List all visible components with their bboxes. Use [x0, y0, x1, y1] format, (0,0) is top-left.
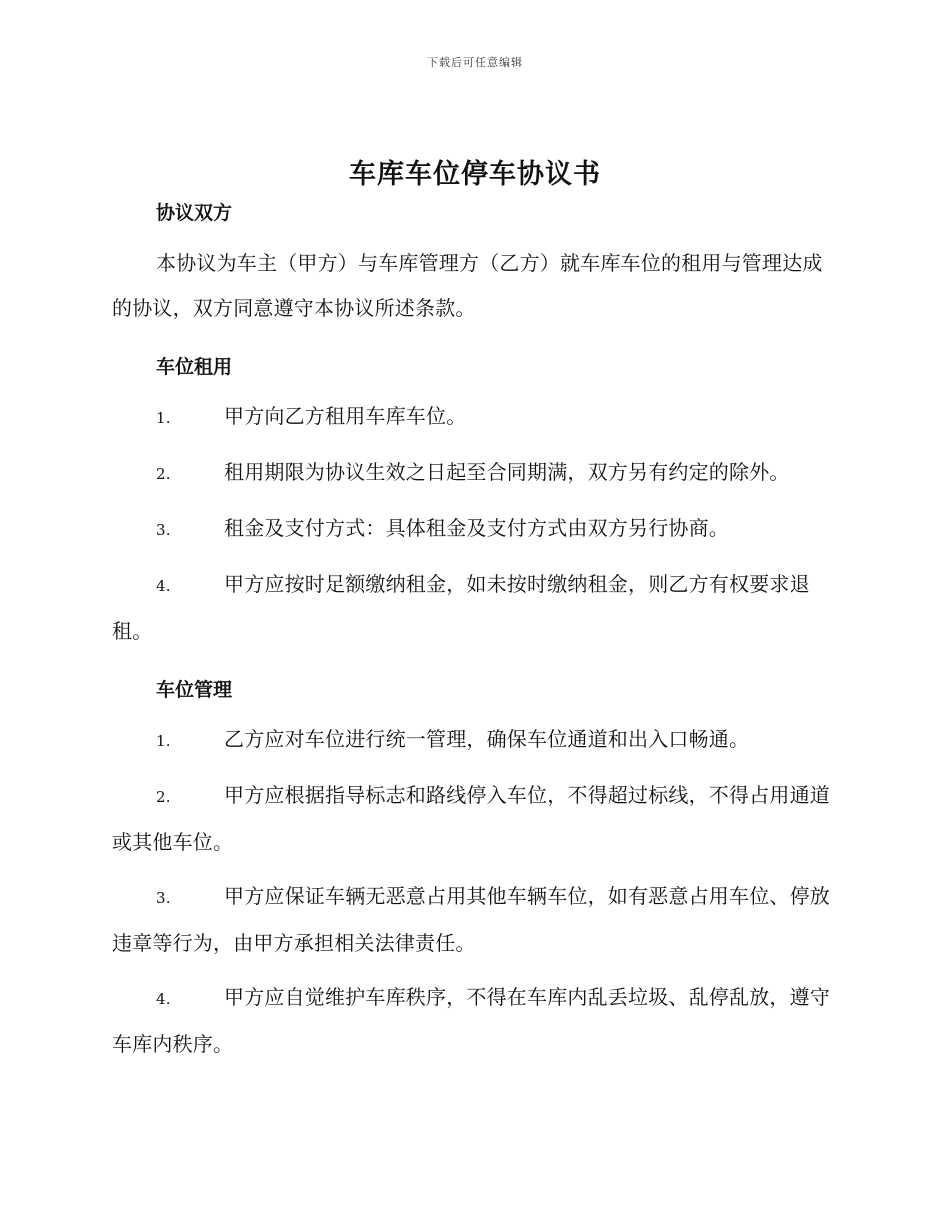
item-text: 乙方应对车位进行统一管理，确保车位通道和出入口畅通。 [224, 727, 750, 751]
item-text: 甲方向乙方租用车库车位。 [224, 404, 467, 428]
item-text: 租金及支付方式：具体租金及支付方式由双方另行协商。 [224, 516, 729, 540]
list-item [112, 450, 834, 497]
list-item [112, 506, 834, 553]
section-heading-parties: 协议双方 [156, 202, 233, 224]
parties-paragraph: 本协议为车主（甲方）与车库管理方（乙方）就车库车位的租用与管理达成的协议，双方同意遵守本协议所述条款。 [112, 251, 823, 320]
document-title: 车库车位停车协议书 [349, 159, 601, 190]
list-item [112, 773, 834, 865]
item-number: 4. [156, 577, 171, 595]
header-note: 下载后可任意编辑 [427, 56, 523, 69]
section-heading-management: 车位管理 [156, 679, 233, 701]
list-item [112, 717, 834, 764]
section-heading-rental: 车位租用 [156, 356, 233, 378]
item-number: 3. [156, 521, 171, 539]
item-number: 1. [156, 409, 171, 427]
item-number: 2. [156, 788, 171, 806]
item-text: 甲方应保证车辆无恶意占用其他车辆车位，如有恶意占用车位、停放违章等行为，由甲方承担相关法律责任。 [112, 884, 830, 955]
item-text: 甲方应按时足额缴纳租金，如未按时缴纳租金，则乙方有权要求退租。 [112, 572, 810, 643]
document-body [112, 195, 834, 1067]
item-text: 租用期限为协议生效之日起至合同期满，双方另有约定的除外。 [224, 460, 790, 484]
item-number: 4. [156, 990, 171, 1008]
item-number: 1. [156, 732, 171, 750]
list-item [112, 975, 834, 1067]
item-text: 甲方应自觉维护车库秩序，不得在车库内乱丢垃圾、乱停乱放，遵守车库内秩序。 [112, 985, 830, 1056]
list-item [112, 874, 834, 966]
list-item [112, 562, 834, 654]
item-number: 2. [156, 465, 171, 483]
item-number: 3. [156, 889, 171, 907]
item-text: 甲方应根据指导标志和路线停入车位，不得超过标线，不得占用通道或其他车位。 [112, 783, 830, 854]
list-item [112, 394, 834, 441]
